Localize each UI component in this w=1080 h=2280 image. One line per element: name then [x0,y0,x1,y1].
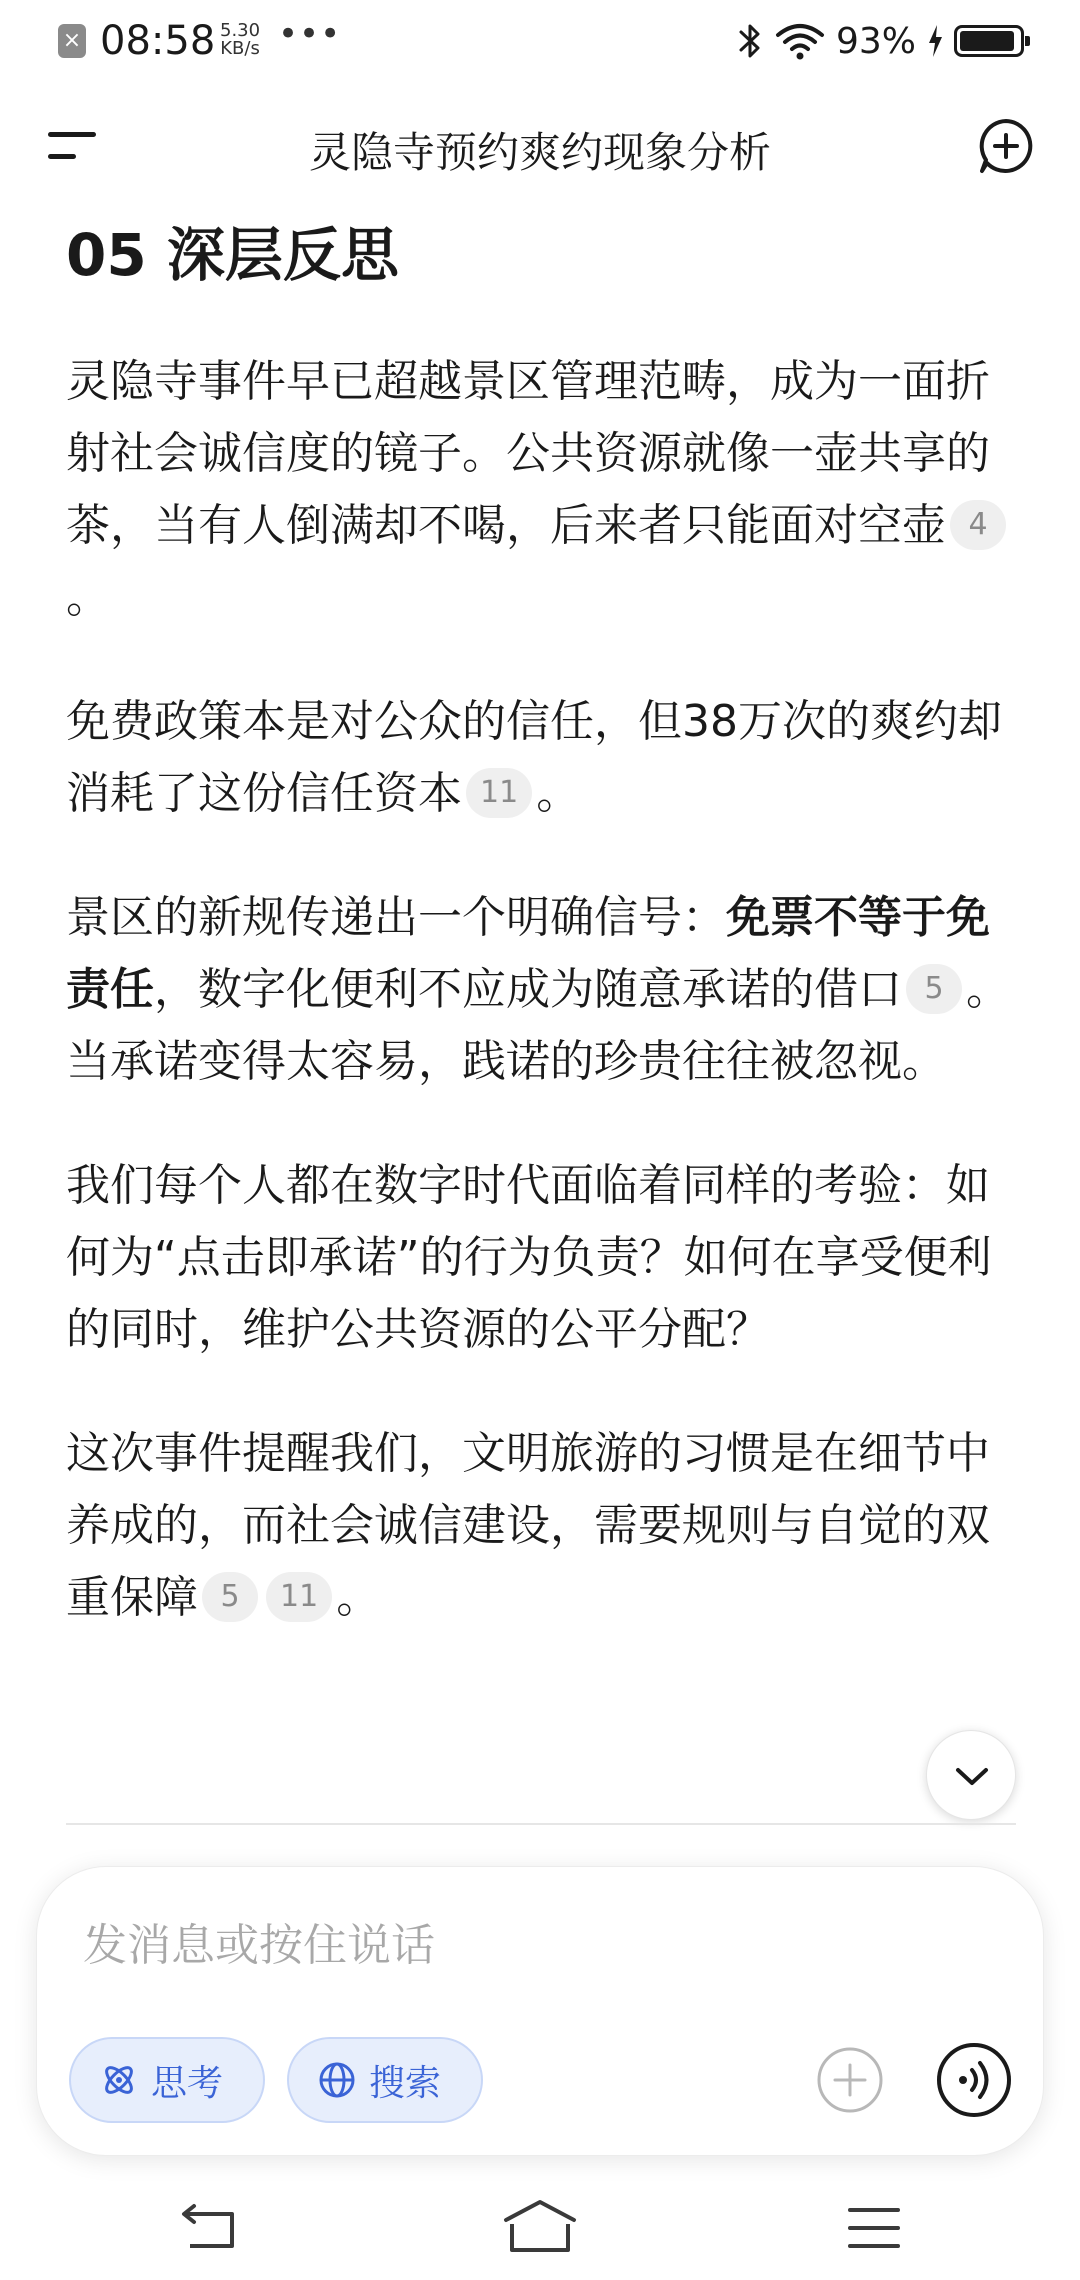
network-speed-value: 5.30 [220,20,261,41]
paragraph-end: 。 [536,768,581,819]
message-composer [36,1866,1044,2156]
paragraph-text: 免费政策本是对公众的信任，但38万次的爽约却消耗了这份信任资本 [66,696,1002,819]
system-nav-bar [0,2180,1080,2280]
paragraph-text: 这次事件提醒我们，文明旅游的习惯是在细节中养成的，而社会诚信建设，需要规则与自觉的双重保障 [66,1428,990,1623]
back-icon[interactable] [178,2200,238,2256]
status-icons [736,18,1024,64]
wifi-icon [774,21,826,61]
paragraph-text: ，数字化便利不应成为随意承诺的借口 [154,964,902,1015]
bold-phrase: 免票不等于免责任 [66,892,990,1015]
divider [66,1823,1016,1825]
paragraph-1 [66,346,1026,634]
app-header [0,100,1080,190]
globe-icon [317,2060,357,2100]
paragraph-3 [66,882,1026,1098]
search-toggle-button[interactable] [287,2037,483,2123]
think-label: 思考 [151,2062,224,2104]
think-toggle-button[interactable] [69,2037,265,2123]
paragraph-end: 。当承诺变得太容易，践诺的珍贵往往被忽视。 [66,964,1010,1087]
paragraph-5 [66,1418,1026,1634]
charging-icon [926,23,944,59]
bluetooth-icon [736,21,764,61]
chat-content [66,210,1026,1686]
search-label: 搜索 [369,2062,442,2104]
chevron-down-icon [927,1731,1017,1821]
more-notifications-icon: ••• [278,14,342,54]
citation-badge[interactable]: 4 [950,500,1006,550]
network-speed [220,22,260,58]
citation-badge[interactable]: 11 [466,768,532,818]
scroll-to-bottom-button[interactable] [926,1730,1016,1820]
paragraph-end: 。 [336,1572,381,1623]
page-title: 灵隐寺预约爽约现象分析 [308,128,771,177]
paragraph-end: 。 [66,572,110,623]
status-time: 08:58 [100,18,216,64]
plus-icon[interactable] [815,2045,885,2115]
notification-close-icon: × [58,24,86,58]
status-bar [0,0,1080,90]
section-title: 05 深层反思 [66,221,399,289]
paragraph-text: 灵隐寺事件早已超越景区管理范畴，成为一面折射社会诚信度的镜子。公共资源就像一壶共享的茶，当有人倒满却不喝，后来者只能面对空壶 [66,356,990,551]
network-speed-unit: KB/s [220,38,260,59]
new-chat-icon[interactable] [976,116,1036,176]
paragraph-text: 景区的新规传递出一个明确信号： [66,892,726,943]
citation-badge[interactable]: 5 [906,964,962,1014]
citation-badge[interactable]: 5 [202,1572,258,1622]
paragraph-text: 我们每个人都在数字时代面临着同样的考验：如何为“点击即承诺”的行为负责？如何在享受便利的同时，维护公共资源的公平分配？ [66,1160,992,1355]
recent-apps-icon[interactable] [846,2202,902,2254]
citation-badge[interactable]: 11 [266,1572,332,1622]
battery-percent: 93% [835,20,916,62]
battery-icon [954,25,1024,57]
paragraph-4 [66,1150,1026,1366]
think-icon [99,2060,139,2100]
voice-icon[interactable] [935,2041,1013,2119]
home-icon[interactable] [502,2198,578,2258]
message-input[interactable]: 发消息或按住说话 [83,1920,435,1971]
battery-level [960,31,1014,51]
paragraph-2 [66,686,1026,830]
